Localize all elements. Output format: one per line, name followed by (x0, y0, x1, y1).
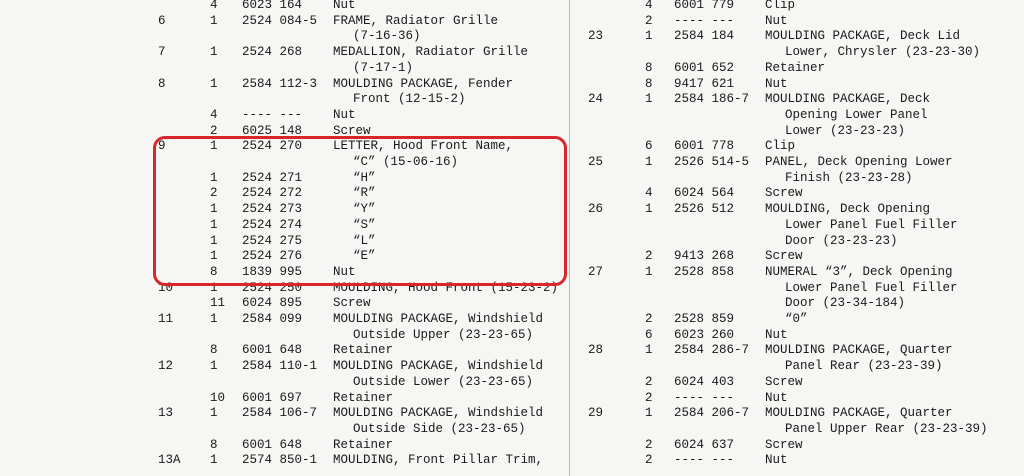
quantity: 1 (210, 202, 218, 217)
quantity: 8 (210, 437, 218, 452)
parts-row (0, 28, 1024, 44)
parts-row (0, 311, 1024, 327)
parts-row (0, 201, 1024, 217)
part-number: 9417 621 (674, 76, 735, 91)
item-number: 24 (588, 92, 604, 107)
quantity: 2 (645, 249, 653, 264)
parts-row (0, 390, 1024, 406)
description: MOULDING, Deck Opening (765, 202, 931, 217)
quantity: 1 (210, 233, 218, 248)
part-number: 1839 995 (242, 264, 303, 279)
part-number: 2524 273 (242, 202, 303, 217)
description: Screw (765, 437, 803, 452)
item-number: 13 (158, 406, 174, 421)
part-number: 6024 403 (674, 374, 735, 389)
description: (7-17-1) (353, 60, 414, 75)
quantity: 1 (210, 76, 218, 91)
part-number: 2584 110-1 (242, 359, 318, 374)
quantity: 1 (645, 406, 653, 421)
description: Lower Panel Fuel Filler (785, 280, 958, 295)
description: Retainer (333, 390, 394, 405)
part-number: ---- --- (674, 453, 735, 468)
quantity: 4 (210, 0, 218, 12)
parts-row (0, 437, 1024, 453)
part-number: 2524 271 (242, 170, 303, 185)
description: MOULDING PACKAGE, Deck Lid (765, 29, 961, 44)
parts-row (0, 374, 1024, 390)
parts-row (0, 154, 1024, 170)
parts-row (0, 13, 1024, 29)
parts-row (0, 44, 1024, 60)
description: Lower (23-23-23) (785, 123, 906, 138)
part-number: 2584 286-7 (674, 343, 750, 358)
parts-row (0, 123, 1024, 139)
part-number: 2528 858 (674, 264, 735, 279)
quantity: 1 (645, 264, 653, 279)
parts-row (0, 327, 1024, 343)
description: Outside Lower (23-23-65) (353, 374, 534, 389)
item-number: 9 (158, 139, 166, 154)
parts-row (0, 358, 1024, 374)
part-number: 2528 859 (674, 312, 735, 326)
quantity: 8 (210, 264, 218, 279)
description: Front (12-15-2) (353, 92, 466, 107)
description: “Y” (353, 202, 376, 217)
description: NUMERAL “3”, Deck Opening (765, 264, 953, 279)
parts-row (0, 421, 1024, 437)
description: Finish (23-23-28) (785, 170, 913, 185)
description: Nut (333, 264, 356, 279)
item-number: 10 (158, 280, 174, 295)
part-number: ---- --- (242, 107, 303, 122)
parts-row (0, 280, 1024, 296)
parts-row (0, 107, 1024, 123)
description: MOULDING PACKAGE, Windshield (333, 359, 544, 374)
parts-row (0, 76, 1024, 92)
parts-row (0, 185, 1024, 201)
description: MOULDING PACKAGE, Windshield (333, 406, 544, 421)
item-number: 26 (588, 202, 604, 217)
part-number: 2524 270 (242, 139, 303, 154)
description: “C” (15-06-16) (353, 155, 459, 169)
description: MOULDING PACKAGE, Quarter (765, 406, 953, 421)
description: Nut (765, 76, 788, 91)
item-number: 6 (158, 13, 166, 28)
quantity: 6 (645, 327, 653, 342)
description: Lower, Chrysler (23-23-30) (785, 45, 981, 60)
description: MOULDING, Hood Front (15-23-2) (333, 280, 559, 295)
parts-row (0, 295, 1024, 311)
description: MOULDING PACKAGE, Deck (765, 92, 931, 107)
description: Nut (765, 453, 788, 468)
quantity: 4 (645, 0, 653, 12)
quantity: 2 (645, 374, 653, 389)
description: Screw (333, 123, 371, 138)
quantity: 4 (645, 186, 653, 201)
item-number: 23 (588, 29, 604, 44)
parts-row (0, 170, 1024, 186)
description: MOULDING PACKAGE, Fender (333, 76, 514, 91)
part-number: 6024 895 (242, 296, 303, 311)
description: Opening Lower Panel (785, 107, 928, 122)
description: Door (23-23-23) (785, 233, 898, 248)
quantity: 1 (645, 343, 653, 358)
part-number: 2524 275 (242, 233, 303, 248)
quantity: 2 (645, 453, 653, 468)
description: Nut (333, 107, 356, 122)
quantity: 1 (645, 155, 653, 169)
quantity: 1 (210, 170, 218, 185)
description: “H” (353, 170, 376, 185)
quantity: 8 (645, 60, 653, 75)
part-number: 9413 268 (674, 249, 735, 264)
quantity: 6 (645, 139, 653, 154)
description: PANEL, Deck Opening Lower (765, 155, 953, 169)
description: Clip (765, 139, 796, 154)
quantity: 1 (210, 312, 218, 326)
quantity: 4 (210, 107, 218, 122)
part-number: 6001 697 (242, 390, 303, 405)
quantity: 10 (210, 390, 226, 405)
part-number: 6024 637 (674, 437, 735, 452)
part-number: 2524 268 (242, 45, 303, 60)
quantity: 1 (645, 29, 653, 44)
item-number: 29 (588, 406, 604, 421)
quantity: 1 (210, 13, 218, 28)
quantity: 1 (210, 280, 218, 295)
item-number: 8 (158, 76, 166, 91)
quantity: 1 (210, 45, 218, 60)
description: “L” (353, 233, 376, 248)
part-number: ---- --- (674, 13, 735, 28)
quantity: 11 (210, 296, 226, 311)
part-number: 2524 274 (242, 217, 303, 232)
item-number: 13A (158, 453, 181, 468)
part-number: 6001 652 (674, 60, 735, 75)
description: Door (23-34-184) (785, 296, 906, 311)
part-number: 2526 514-5 (674, 155, 750, 169)
item-number: 7 (158, 45, 166, 60)
description: “0” (785, 312, 808, 326)
quantity: 1 (210, 453, 218, 468)
description: Lower Panel Fuel Filler (785, 217, 958, 232)
quantity: 2 (645, 390, 653, 405)
description: “R” (353, 186, 376, 201)
part-number: 2584 186-7 (674, 92, 750, 107)
part-number: 6001 648 (242, 437, 303, 452)
description: Screw (333, 296, 371, 311)
parts-row (0, 0, 1024, 13)
quantity: 2 (645, 312, 653, 326)
description: Panel Rear (23-23-39) (785, 359, 943, 374)
part-number: 2524 276 (242, 249, 303, 264)
parts-row (0, 405, 1024, 421)
part-number: 2524 272 (242, 186, 303, 201)
quantity: 2 (645, 437, 653, 452)
parts-row (0, 248, 1024, 264)
quantity: 2 (210, 186, 218, 201)
description: MOULDING PACKAGE, Windshield (333, 312, 544, 326)
quantity: 1 (210, 139, 218, 154)
description: LETTER, Hood Front Name, (333, 139, 514, 154)
description: Retainer (765, 60, 826, 75)
quantity: 2 (210, 123, 218, 138)
quantity: 1 (210, 406, 218, 421)
part-number: 6001 779 (674, 0, 735, 12)
description: Clip (765, 0, 796, 12)
description: Screw (765, 249, 803, 264)
quantity: 8 (645, 76, 653, 91)
part-number: ---- --- (674, 390, 735, 405)
description: “E” (353, 249, 376, 264)
parts-row (0, 91, 1024, 107)
quantity: 1 (210, 249, 218, 264)
item-number: 12 (158, 359, 174, 374)
part-number: 2584 106-7 (242, 406, 318, 421)
description: Nut (765, 327, 788, 342)
part-number: 2584 184 (674, 29, 735, 44)
quantity: 2 (645, 13, 653, 28)
part-number: 2526 512 (674, 202, 735, 217)
description: Outside Upper (23-23-65) (353, 327, 534, 342)
parts-row (0, 138, 1024, 154)
parts-row (0, 452, 1024, 468)
part-number: 6023 164 (242, 0, 303, 12)
description: “S” (353, 217, 376, 232)
description: MEDALLION, Radiator Grille (333, 45, 529, 60)
part-number: 2574 850-1 (242, 453, 318, 468)
part-number: 6023 260 (674, 327, 735, 342)
item-number: 11 (158, 312, 174, 326)
description: Retainer (333, 343, 394, 358)
description: Screw (765, 186, 803, 201)
description: Retainer (333, 437, 394, 452)
description: Outside Side (23-23-65) (353, 421, 526, 436)
parts-row (0, 342, 1024, 358)
part-number: 6025 148 (242, 123, 303, 138)
quantity: 1 (645, 202, 653, 217)
part-number: 6024 564 (674, 186, 735, 201)
item-number: 25 (588, 155, 604, 169)
item-number: 28 (588, 343, 604, 358)
part-number: 2524 250 (242, 280, 303, 295)
part-number: 6001 648 (242, 343, 303, 358)
part-number: 2524 084-5 (242, 13, 318, 28)
parts-row (0, 264, 1024, 280)
quantity: 1 (645, 92, 653, 107)
quantity: 1 (210, 217, 218, 232)
description: Nut (333, 0, 356, 12)
description: MOULDING PACKAGE, Quarter (765, 343, 953, 358)
quantity: 1 (210, 359, 218, 374)
parts-row (0, 233, 1024, 249)
part-number: 2584 099 (242, 312, 303, 326)
item-number: 27 (588, 264, 604, 279)
description: Panel Upper Rear (23-23-39) (785, 421, 988, 436)
quantity: 8 (210, 343, 218, 358)
description: (7-16-36) (353, 29, 421, 44)
part-number: 2584 112-3 (242, 76, 318, 91)
description: Nut (765, 13, 788, 28)
description: Screw (765, 374, 803, 389)
part-number: 6001 778 (674, 139, 735, 154)
description: FRAME, Radiator Grille (333, 13, 499, 28)
parts-row (0, 60, 1024, 76)
description: MOULDING, Front Pillar Trim, (333, 453, 544, 468)
parts-row (0, 217, 1024, 233)
part-number: 2584 206-7 (674, 406, 750, 421)
description: Nut (765, 390, 788, 405)
